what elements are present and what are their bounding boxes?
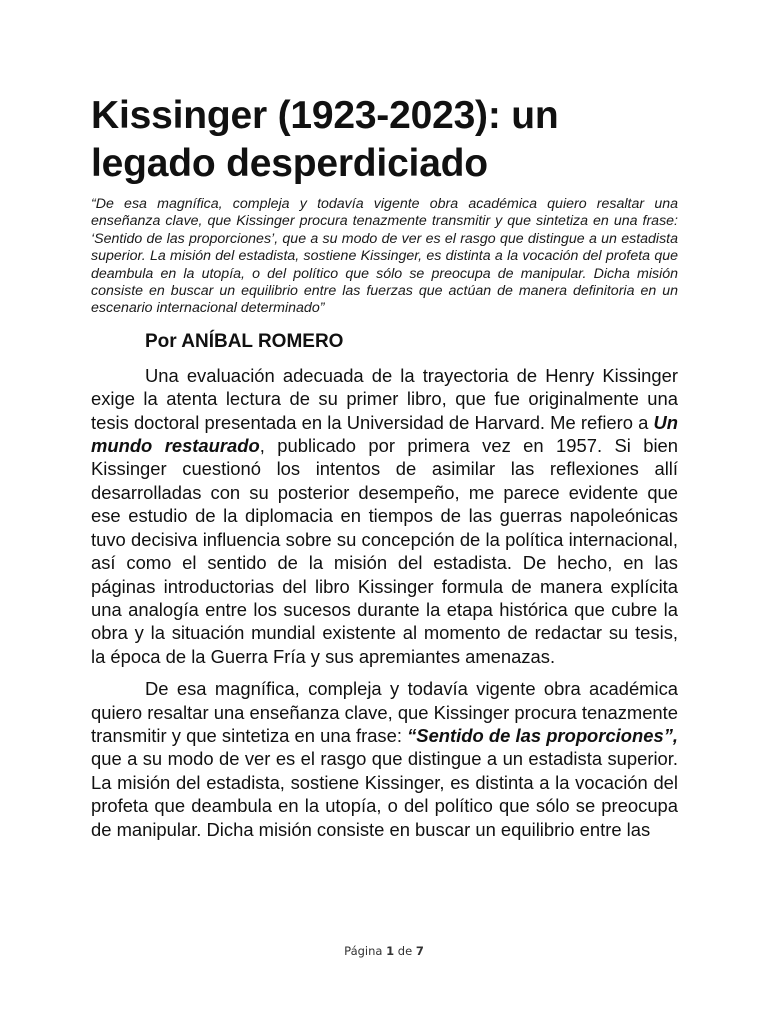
total-pages-number: 7 <box>415 944 424 958</box>
epigraph-quote: “De esa magnífica, compleja y todavía vigente obra académica quiero resaltar una enseñanza clave, que Kissinger procura tenazmente transmitir y que sintetiza en una frase: ‘Sentido de las proporciones’, que a su modo de ver es el rasgo que distingue a un estadista superior. La misión del estadista, sostiene Kissinger, es distinta a la vocación del profeta que deambula en la utopía, o del político que sólo se preocupa de manipular. Dicha misión consiste en buscar un equilibrio entre las fuerzas que actúan de manera definitoria en un escenario internacional determinado” <box>91 196 678 317</box>
key-phrase-emphasis: “Sentido de las proporciones”, <box>407 724 679 746</box>
current-page-number: 1 <box>386 944 395 958</box>
book-title-emphasis: Un mundo restaurado <box>91 411 678 457</box>
page-label: Página <box>344 944 383 958</box>
paragraph-1-text-before: Una evaluación adecuada de la trayectoria de Henry Kissinger exige la atenta lectura de su primer libro, que fue originalmente una tesis doctoral presentada en la Universidad de Harvard. Me refiero a <box>91 364 678 433</box>
paragraph-2-text-before: De esa magnífica, compleja y todavía vigente obra académica quiero resaltar una enseñanza clave, que Kissinger procura tenazmente transmitir y que sintetiza en una frase: <box>91 678 678 746</box>
document-page <box>91 92 678 841</box>
page-footer <box>0 944 768 958</box>
author-byline: Por ANÍBAL ROMERO <box>145 330 344 352</box>
body-paragraph-1 <box>91 364 678 668</box>
paragraph-2-text-after: que a su modo de ver es el rasgo que distingue a un estadista superior. La misión del estadista, sostiene Kissinger, es distinta a la vocación del profeta que deambula en la utopía, o del político que sólo se preocupa de manipular. Dicha misión consiste en buscar un equilibrio entre las <box>91 748 678 840</box>
article-title: Kissinger (1923-2023): un legado desperdiciado <box>91 94 559 185</box>
body-paragraph-2 <box>91 677 678 841</box>
paragraph-1-text-after: , publicado por primera vez en 1957. Si bien Kissinger cuestionó los intentos de asimilar las reflexiones allí desarrolladas con su posterior desempeño, me parece evidente que ese estudio de la diplomacia en tiempos de las guerras napoleónicas tuvo decisiva influencia sobre su concepción de la política internacional, así como el sentido de la misión del estadista. De hecho, en las páginas introductorias del libro Kissinger formula de manera explícita una analogía entre los sucesos durante la etapa histórica que cubre la obra y la situación mundial existente al momento de redactar su tesis, la época de la Guerra Fría y sus apremiantes amenazas. <box>91 435 678 667</box>
of-label: de <box>397 944 413 958</box>
